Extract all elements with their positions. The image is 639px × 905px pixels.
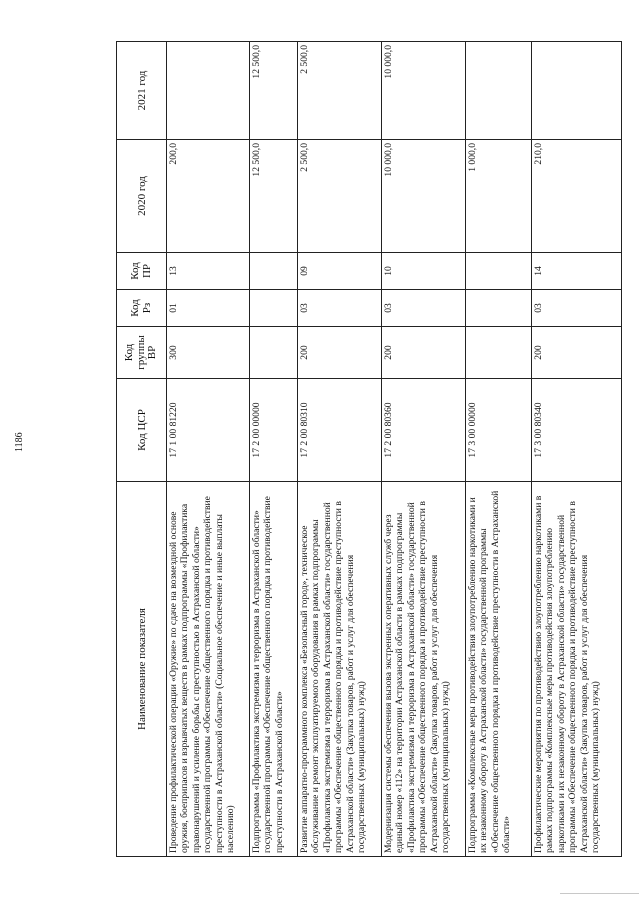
row-name: Профилактические мероприятия по противодействию злоупотреблению наркотиками в рамках подпрограммы «Комплексные меры противодействия злоупотреблению наркотиками и их незаконному обороту в Астраханской области» государственной программы «Обеспечение общественного порядка и противодействие преступности в Астраханской области» (Закупка товаров, работ и услуг для обеспечения государственных (муниципальных) нужд): [532, 482, 622, 857]
row-name: Модернизация системы обеспечения вызова экстренных оперативных служб через единый номер «112» на территории Астраханской области в рамках подпрограммы «Профилактика экстремизма и терроризма в Астраханской области» государственной программы «Обеспечение общественного порядка и противодействие преступности в Астраханской области» (Закупка товаров, работ и услуг для обеспечения государственных (муниципальных) нужд): [382, 482, 466, 857]
row-name: Развитие аппаратно-программного комплекса «Безопасный город», техническое обслуживание и ремонт эксплуатируемого оборудования в рамках подпрограммы «Профилактика экстремизма и терроризма в Астраханской области» государственной программы «Обеспечение общественного порядка и противодействие преступности в Астраханской области» (Закупка товаров, работ и услуг для обеспечения государственных (муниципальных) нужд): [298, 482, 382, 857]
row-rz: 03: [382, 290, 466, 327]
row-2021: 12 500,0: [250, 42, 298, 140]
row-rz: [466, 290, 532, 327]
row-pr: 13: [167, 253, 250, 290]
row-vr: 200: [382, 327, 466, 379]
row-vr: 300: [167, 327, 250, 379]
header-rz: Код Рз: [117, 290, 167, 327]
row-vr: 200: [532, 327, 622, 379]
row-2020: 10 000,0: [382, 140, 466, 253]
row-rz: 03: [532, 290, 622, 327]
row-2021: [466, 42, 532, 140]
row-pr: 10: [382, 253, 466, 290]
header-name: Наименование показателя: [117, 482, 167, 857]
row-vr: [466, 327, 532, 379]
row-csr: 17 2 00 80310: [298, 379, 382, 482]
row-2020: 2 500,0: [298, 140, 382, 253]
row-2021: 2 500,0: [298, 42, 382, 140]
table-header-row: [117, 42, 167, 857]
row-pr: 14: [532, 253, 622, 290]
header-2021: 2021 год: [117, 42, 167, 140]
row-2020: 12 500,0: [250, 140, 298, 253]
table-row: [250, 42, 298, 857]
row-rz: 03: [298, 290, 382, 327]
page-number: 1186: [14, 432, 25, 452]
row-2020: 1 000,0: [466, 140, 532, 253]
budget-table: [116, 41, 622, 857]
header-csr: Код ЦСР: [117, 379, 167, 482]
header-2020: 2020 год: [117, 140, 167, 253]
row-pr: [250, 253, 298, 290]
row-csr: 17 3 00 00000: [466, 379, 532, 482]
scan-edge-line: [560, 893, 639, 894]
row-rz: 01: [167, 290, 250, 327]
row-csr: 17 2 00 80360: [382, 379, 466, 482]
row-2021: 10 000,0: [382, 42, 466, 140]
table-row: [532, 42, 622, 857]
row-name: Подпрограмма «Профилактика экстремизма и терроризма в Астраханской области» государственной программы «Обеспечение общественного порядка и противодействие преступности в Астраханской области»: [250, 482, 298, 857]
row-vr: [250, 327, 298, 379]
table-row: [298, 42, 382, 857]
row-2020: 200,0: [167, 140, 250, 253]
rotated-budget-table: [116, 42, 621, 857]
row-pr: [466, 253, 532, 290]
row-csr: 17 1 00 81220: [167, 379, 250, 482]
row-2020: 210,0: [532, 140, 622, 253]
row-2021: [167, 42, 250, 140]
row-pr: 09: [298, 253, 382, 290]
table-row: [466, 42, 532, 857]
table-row: [167, 42, 250, 857]
row-2021: [532, 42, 622, 140]
header-vr: Код группы ВР: [117, 327, 167, 379]
row-rz: [250, 290, 298, 327]
table-row: [382, 42, 466, 857]
row-csr: 17 3 00 80340: [532, 379, 622, 482]
row-csr: 17 2 00 00000: [250, 379, 298, 482]
row-name: Подпрограмма «Комплексные меры противодействия злоупотреблению наркотиками и их незаконному обороту в Астраханской области» государственной программы «Обеспечение общественного порядка и противодействие преступности в Астраханской области»: [466, 482, 532, 857]
row-name: Проведение профилактической операции «Оружие» по сдаче на возмездной основе оружия, боеприпасов и взрывчатых веществ в рамках подпрограммы «Профилактика правонарушений и усиление борьбы с преступностью в Астраханской области» государственной программы «Обеспечение общественного порядка и противодействие преступности в Астраханской области» (Социальное обеспечение и иные выплаты населению): [167, 482, 250, 857]
header-pr: Код ПР: [117, 253, 167, 290]
row-vr: 200: [298, 327, 382, 379]
